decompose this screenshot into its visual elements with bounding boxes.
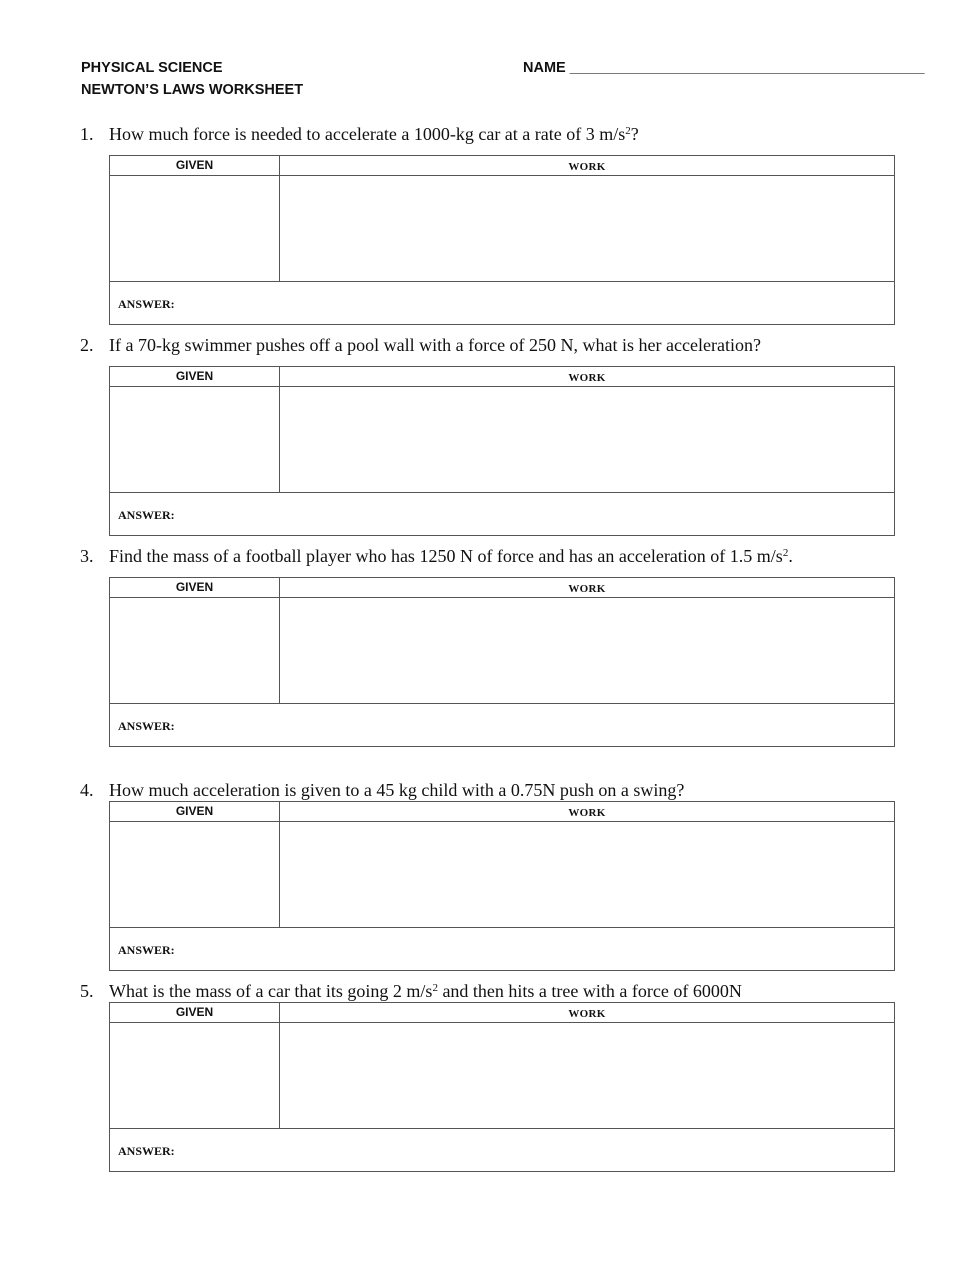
work-header: WORK bbox=[568, 372, 606, 384]
question-text: How much acceleration is given to a 45 kg child with a 0.75N push on a swing? bbox=[109, 780, 685, 800]
answer-cell[interactable]: ANSWER: bbox=[118, 719, 175, 733]
answer-cell[interactable]: ANSWER: bbox=[118, 943, 175, 957]
question-text: How much force is needed to accelerate a 1000-kg car at a rate of 3 m/s bbox=[109, 124, 626, 144]
question-3 bbox=[80, 546, 793, 566]
answer-table-3 bbox=[109, 577, 895, 747]
question-number: 1. bbox=[80, 124, 94, 144]
question-tail: ? bbox=[630, 124, 639, 144]
name-field[interactable]: NAME ____________________________________________ bbox=[523, 60, 925, 76]
answer-cell[interactable]: ANSWER: bbox=[118, 508, 175, 522]
course-title: PHYSICAL SCIENCE bbox=[81, 60, 223, 76]
question-number: 4. bbox=[80, 780, 94, 800]
work-cell[interactable] bbox=[280, 176, 894, 281]
question-text: Find the mass of a football player who has 1250 N of force and has an acceleration of 1.5 m/s bbox=[109, 546, 783, 566]
answer-table-4 bbox=[109, 801, 895, 971]
given-header: GIVEN bbox=[110, 367, 280, 386]
question-number: 2. bbox=[80, 335, 94, 355]
work-header: WORK bbox=[568, 1008, 606, 1020]
table-body bbox=[110, 598, 894, 704]
work-cell[interactable] bbox=[280, 598, 894, 703]
given-cell[interactable] bbox=[110, 176, 280, 281]
table-header bbox=[110, 802, 894, 822]
superscript: 2 bbox=[432, 982, 438, 994]
work-cell[interactable] bbox=[280, 387, 894, 492]
given-cell[interactable] bbox=[110, 1023, 280, 1128]
superscript: 2 bbox=[782, 547, 789, 559]
question-text: If a 70-kg swimmer pushes off a pool wall with a force of 250 N, what is her acceleration? bbox=[109, 335, 761, 355]
answer-table-5 bbox=[109, 1002, 895, 1172]
superscript: 2 bbox=[625, 125, 631, 137]
table-body bbox=[110, 387, 894, 493]
question-number: 5. bbox=[80, 981, 94, 1001]
question-5 bbox=[80, 981, 742, 1001]
answer-table-1 bbox=[109, 155, 895, 325]
question-tail: . bbox=[788, 546, 793, 566]
given-header: GIVEN bbox=[110, 156, 280, 175]
given-header: GIVEN bbox=[110, 1003, 280, 1022]
answer-cell[interactable]: ANSWER: bbox=[118, 297, 175, 311]
table-header bbox=[110, 578, 894, 598]
table-header bbox=[110, 1003, 894, 1023]
work-header: WORK bbox=[568, 807, 606, 819]
answer-table-2 bbox=[109, 366, 895, 536]
work-header: WORK bbox=[568, 583, 606, 595]
question-number: 3. bbox=[80, 546, 94, 566]
table-header bbox=[110, 156, 894, 176]
given-cell[interactable] bbox=[110, 598, 280, 703]
table-body bbox=[110, 822, 894, 928]
given-cell[interactable] bbox=[110, 822, 280, 927]
work-header: WORK bbox=[568, 161, 606, 173]
question-2 bbox=[80, 335, 761, 355]
worksheet-title: NEWTON’S LAWS WORKSHEET bbox=[81, 82, 304, 98]
question-1 bbox=[80, 124, 639, 144]
given-header: GIVEN bbox=[110, 578, 280, 597]
table-body bbox=[110, 176, 894, 282]
table-header bbox=[110, 367, 894, 387]
table-body bbox=[110, 1023, 894, 1129]
given-header: GIVEN bbox=[110, 802, 280, 821]
question-text: What is the mass of a car that its going 2 m/s bbox=[109, 981, 433, 1001]
work-cell[interactable] bbox=[280, 822, 894, 927]
answer-cell[interactable]: ANSWER: bbox=[118, 1144, 175, 1158]
given-cell[interactable] bbox=[110, 387, 280, 492]
work-cell[interactable] bbox=[280, 1023, 894, 1128]
question-4 bbox=[80, 780, 684, 800]
question-tail: and then hits a tree with a force of 6000N bbox=[437, 981, 742, 1001]
